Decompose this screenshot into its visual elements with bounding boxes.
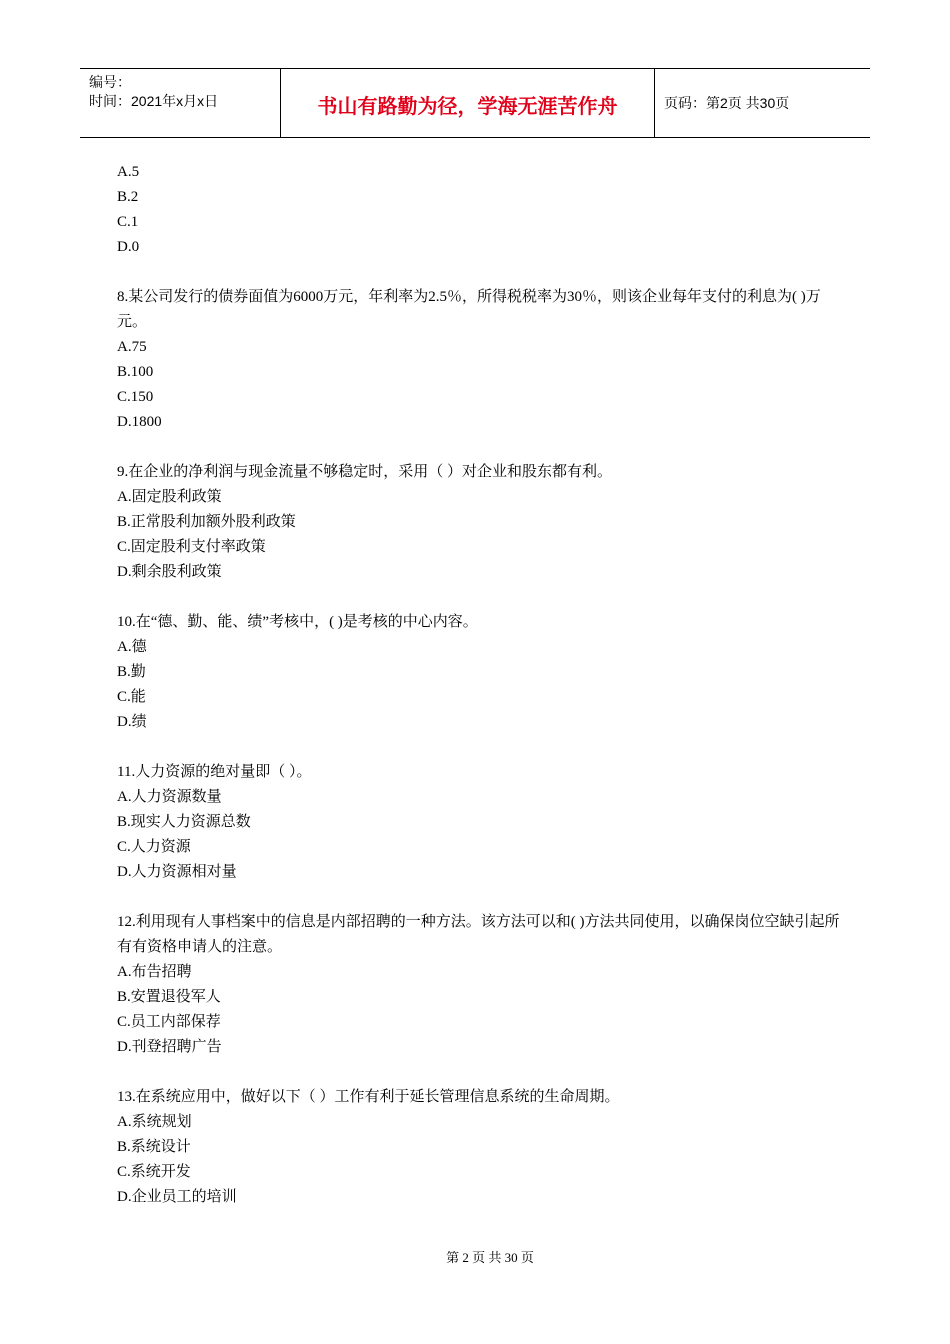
header-meta <box>80 69 281 137</box>
question-8 <box>117 285 847 435</box>
header-page-info: 页码：第2页 共30页 <box>664 95 790 111</box>
document-date: 时间：2021年x月x日 <box>89 93 219 109</box>
option-d: D.0 <box>117 239 140 255</box>
option-d: D.1800 <box>117 414 162 430</box>
question-text: 12.利用现有人事档案中的信息是内部招聘的一种方法。该方法可以和( )方法共同使用，以确保岗位空缺引起所有有资格申请人的注意。 <box>117 914 840 955</box>
option-b: B.系统设计 <box>117 1139 191 1155</box>
option-a: A.德 <box>117 639 147 655</box>
option-b: B.安置退役军人 <box>117 989 221 1005</box>
option-a: A.人力资源数量 <box>117 789 222 805</box>
option-a: A.布告招聘 <box>117 964 192 980</box>
question-9 <box>117 460 847 585</box>
option-a: A.固定股利政策 <box>117 489 222 505</box>
question-10 <box>117 610 847 735</box>
question-text: 10.在“德、勤、能、绩”考核中，( )是考核的中心内容。 <box>117 614 478 630</box>
question-list <box>117 160 847 1235</box>
option-c: C.1 <box>117 214 139 230</box>
option-c: C.员工内部保荐 <box>117 1014 221 1030</box>
option-c: C.150 <box>117 389 154 405</box>
option-b: B.100 <box>117 364 154 380</box>
option-c: C.能 <box>117 689 146 705</box>
option-b: B.正常股利加额外股利政策 <box>117 514 296 530</box>
option-a: A.系统规划 <box>117 1114 192 1130</box>
option-b: B.2 <box>117 189 139 205</box>
header-motto: 书山有路勤为径，学海无涯苦作舟 <box>281 69 655 137</box>
option-d: D.剩余股利政策 <box>117 564 222 580</box>
option-d: D.企业员工的培训 <box>117 1189 237 1205</box>
option-c: C.固定股利支付率政策 <box>117 539 266 555</box>
document-number-label: 编号： <box>89 74 131 90</box>
page-footer: 第 2 页 共 30 页 <box>446 1250 534 1265</box>
question-11 <box>117 760 847 885</box>
question-13 <box>117 1085 847 1210</box>
question-text: 13.在系统应用中，做好以下（ ）工作有利于延长管理信息系统的生命周期。 <box>117 1089 620 1105</box>
question-12 <box>117 910 847 1060</box>
question-text: 8.某公司发行的债券面值为6000万元，年利率为2.5％，所得税税率为30％，则该企业每年支付的利息为( )万元。 <box>117 289 821 330</box>
option-d: D.刊登招聘广告 <box>117 1039 222 1055</box>
question-7-options <box>117 160 847 260</box>
option-a: A.5 <box>117 164 140 180</box>
page-header <box>80 68 870 138</box>
option-a: A.75 <box>117 339 147 355</box>
option-b: B.现实人力资源总数 <box>117 814 251 830</box>
option-b: B.勤 <box>117 664 146 680</box>
option-c: C.系统开发 <box>117 1164 191 1180</box>
question-text: 9.在企业的净利润与现金流量不够稳定时，采用（ ）对企业和股东都有利。 <box>117 464 613 480</box>
question-text: 11.人力资源的绝对量即（ ）。 <box>117 764 312 780</box>
option-c: C.人力资源 <box>117 839 191 855</box>
option-d: D.绩 <box>117 714 147 730</box>
option-d: D.人力资源相对量 <box>117 864 237 880</box>
